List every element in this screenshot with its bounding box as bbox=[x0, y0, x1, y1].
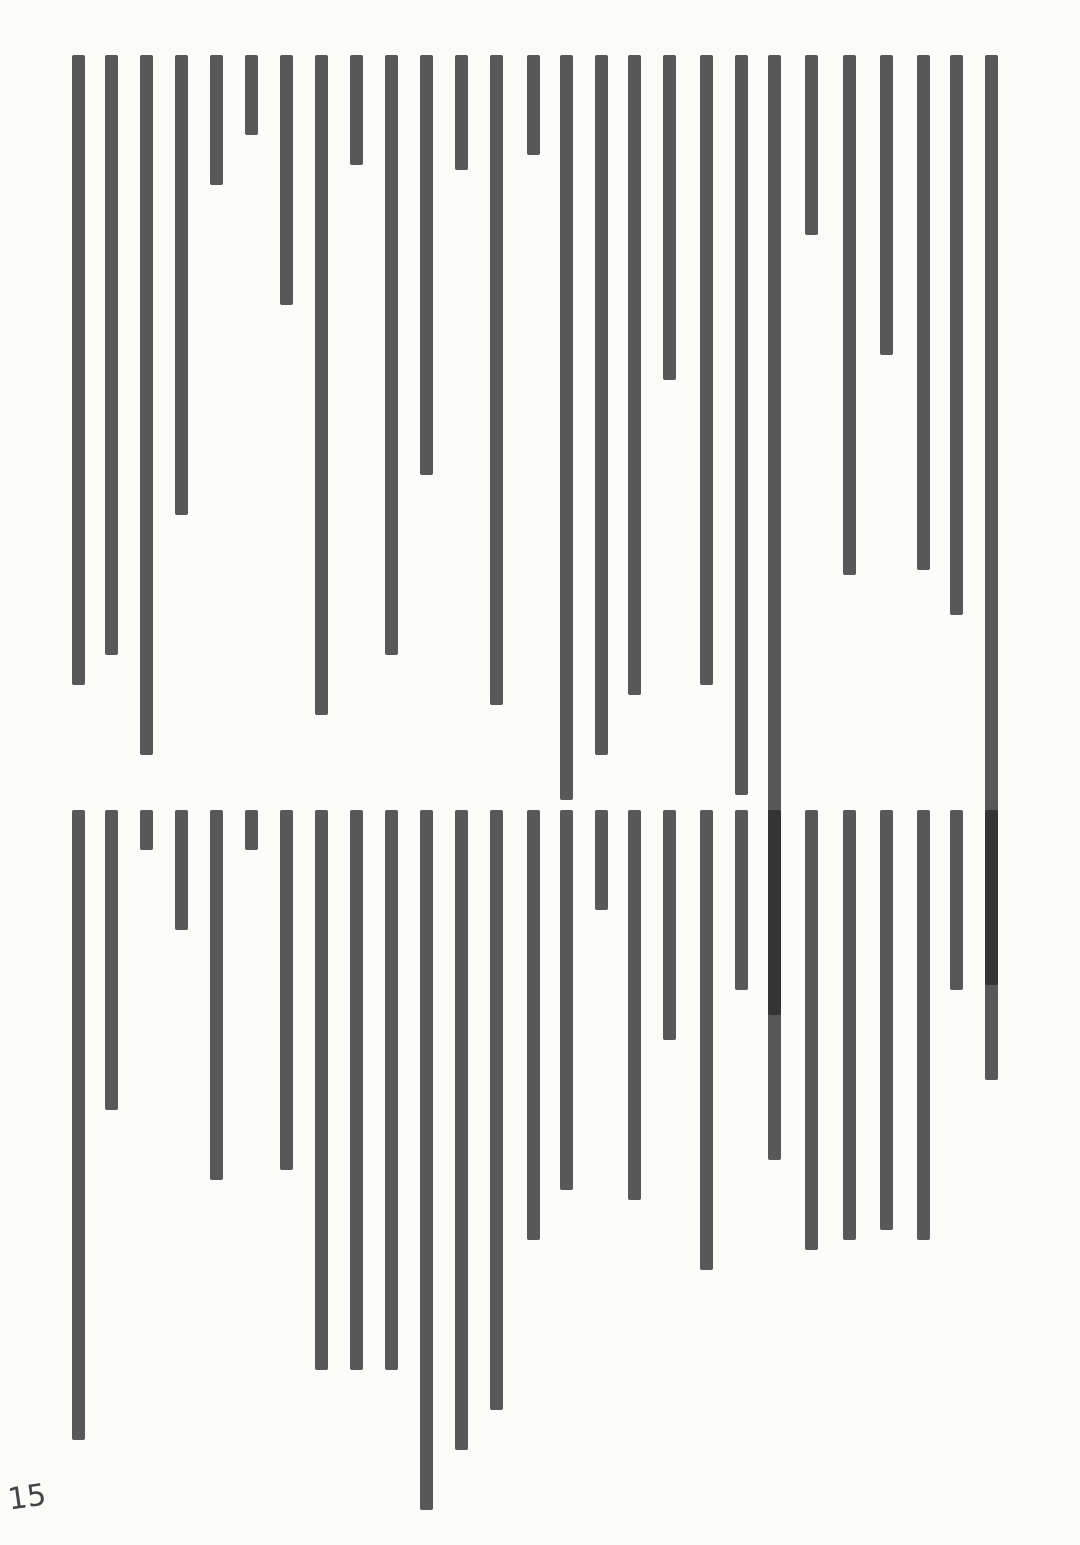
text-column bbox=[315, 55, 328, 715]
text-column bbox=[595, 810, 608, 910]
text-column bbox=[880, 810, 893, 1230]
text-column bbox=[245, 810, 258, 850]
text-column bbox=[105, 55, 118, 655]
text-column bbox=[280, 55, 293, 305]
text-column bbox=[700, 810, 713, 1270]
page-number: 15 bbox=[5, 1477, 49, 1518]
text-column bbox=[805, 55, 818, 235]
text-column bbox=[527, 55, 540, 155]
text-column bbox=[663, 810, 676, 1040]
text-column bbox=[140, 55, 153, 755]
text-column bbox=[843, 810, 856, 1240]
text-column bbox=[628, 810, 641, 1200]
text-column bbox=[950, 810, 963, 990]
text-column bbox=[72, 810, 85, 1440]
text-column bbox=[628, 55, 641, 695]
text-column bbox=[455, 810, 468, 1450]
text-column bbox=[768, 810, 781, 1160]
text-column bbox=[735, 55, 748, 795]
text-column bbox=[420, 810, 433, 1510]
text-column bbox=[595, 55, 608, 755]
text-column bbox=[72, 55, 85, 685]
text-column bbox=[385, 55, 398, 655]
text-column bbox=[140, 810, 153, 850]
text-column bbox=[950, 55, 963, 615]
text-column bbox=[880, 55, 893, 355]
text-column bbox=[663, 55, 676, 380]
text-column bbox=[490, 55, 503, 705]
text-column bbox=[843, 55, 856, 575]
text-column bbox=[455, 55, 468, 170]
text-column bbox=[490, 810, 503, 1410]
text-column bbox=[350, 55, 363, 165]
text-column bbox=[805, 810, 818, 1250]
text-column bbox=[560, 810, 573, 1190]
text-column bbox=[210, 55, 223, 185]
text-column bbox=[985, 810, 998, 1080]
text-column bbox=[917, 810, 930, 1240]
text-column bbox=[210, 810, 223, 1180]
text-column bbox=[175, 810, 188, 930]
text-column bbox=[735, 810, 748, 990]
text-column bbox=[280, 810, 293, 1170]
text-column bbox=[385, 810, 398, 1370]
text-column bbox=[105, 810, 118, 1110]
text-column bbox=[917, 55, 930, 570]
text-column bbox=[560, 55, 573, 800]
text-column bbox=[700, 55, 713, 685]
text-column bbox=[245, 55, 258, 135]
text-column bbox=[527, 810, 540, 1240]
text-column bbox=[175, 55, 188, 515]
text-column bbox=[350, 810, 363, 1370]
text-column bbox=[315, 810, 328, 1370]
text-column bbox=[420, 55, 433, 475]
